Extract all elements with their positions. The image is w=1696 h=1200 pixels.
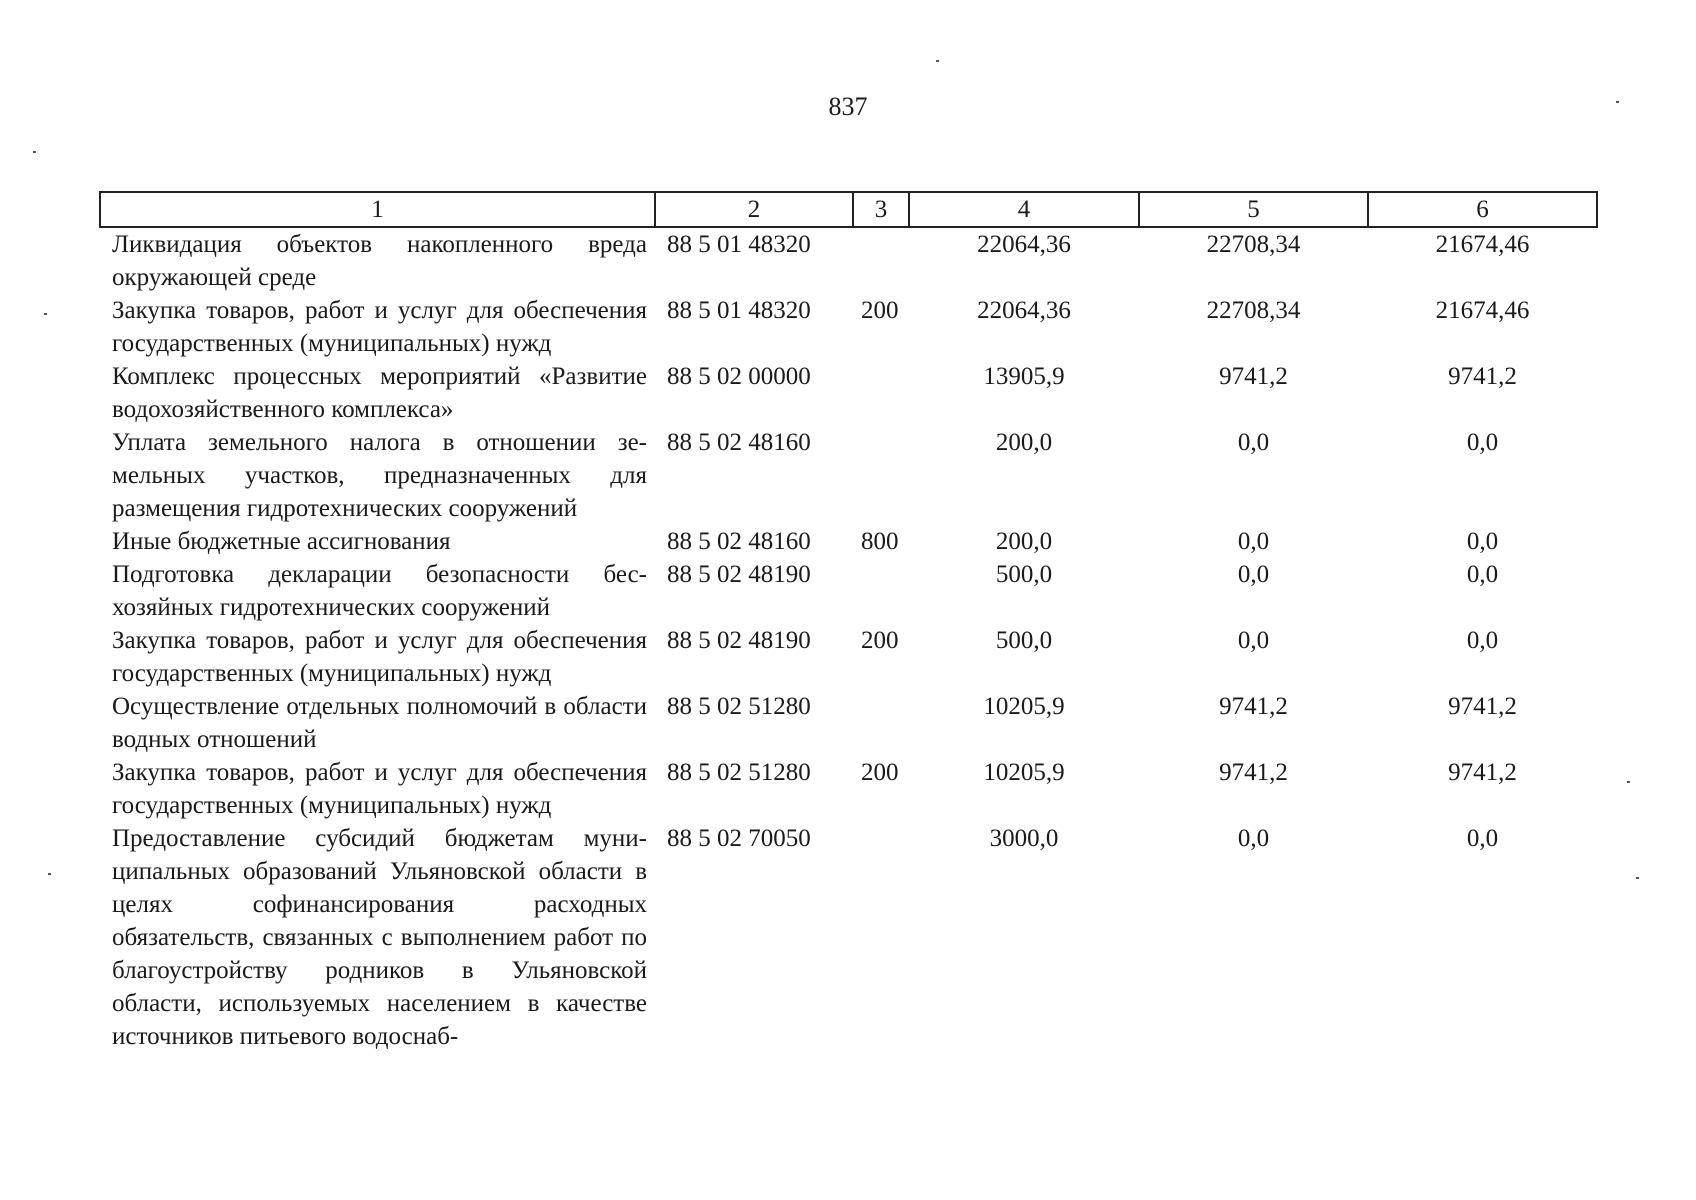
row-value-6: 9741,2 [1448, 363, 1517, 390]
row-name: Ликвидация объектов накопленного вреда окружающей среде [112, 231, 647, 291]
row-name: Уплата земельного налога в отношении земельных участков, предназначенных для размещения гидротехнических сооружений [112, 429, 647, 522]
scan-speck [1627, 781, 1630, 783]
row-name: Предоставление субсидий бюджетам муниципальных образований Ульяновской области в целях софинансирования расходных обязательств, связанных с выполнением работ по благоустройству родников в Ульяновской области, используемых населением в качестве источников питьевого водоснаб- [112, 825, 647, 1050]
row-value-6: 0,0 [1466, 561, 1499, 588]
row-name: Закупка товаров, работ и услуг для обеспечения государственных (муниципальных) нужд [112, 297, 647, 357]
row-expense-type [853, 822, 909, 1053]
scan-speck [48, 873, 51, 875]
row-value-5: 22708,34 [1206, 231, 1301, 258]
table-row [100, 426, 1597, 525]
row-code: 88 5 01 48320 [667, 231, 811, 258]
row-name: Подготовка декларации безопасности бесхозяйных гидротехнических сооружений [112, 561, 647, 621]
table-body [100, 227, 1597, 1053]
row-value-5: 9741,2 [1219, 759, 1288, 786]
table-row [100, 525, 1597, 558]
header-row [100, 192, 1597, 227]
row-value-4: 200,0 [995, 528, 1053, 555]
row-expense-type: 200 [861, 297, 899, 324]
row-value-4: 10205,9 [983, 693, 1065, 720]
row-value-6: 0,0 [1466, 528, 1499, 555]
row-value-6: 21674,46 [1435, 297, 1530, 324]
row-expense-type: 200 [861, 759, 899, 786]
row-value-6: 0,0 [1466, 627, 1499, 654]
scan-speck [44, 313, 47, 315]
row-value-6: 9741,2 [1448, 693, 1517, 720]
row-value-4: 13905,9 [983, 363, 1065, 390]
row-expense-type [853, 360, 909, 426]
header-col-2: 2 [655, 192, 853, 227]
row-name: Комплекс процессных мероприятий «Развитие водохозяйственного комплекса» [112, 363, 647, 423]
header-col-6: 6 [1368, 192, 1597, 227]
row-value-6: 0,0 [1466, 825, 1499, 852]
row-name: Закупка товаров, работ и услуг для обеспечения государственных (муниципальных) нужд [112, 627, 647, 687]
page-number: 837 [828, 92, 868, 121]
row-code: 88 5 02 51280 [667, 693, 811, 720]
header-col-3: 3 [853, 192, 909, 227]
row-code: 88 5 02 48190 [667, 561, 811, 588]
header-col-4: 4 [909, 192, 1139, 227]
row-expense-type: 200 [861, 627, 899, 654]
scan-speck [1636, 877, 1639, 879]
row-expense-type [853, 690, 909, 756]
row-value-6: 0,0 [1466, 429, 1499, 456]
scan-speck [1616, 101, 1619, 103]
row-code: 88 5 02 70050 [667, 825, 811, 852]
row-value-4: 200,0 [995, 429, 1053, 456]
row-value-5: 0,0 [1237, 561, 1270, 588]
table-row [100, 227, 1597, 294]
row-value-4: 3000,0 [989, 825, 1059, 852]
scan-speck [936, 60, 939, 62]
table-row [100, 624, 1597, 690]
row-code: 88 5 02 51280 [667, 759, 811, 786]
table-row [100, 822, 1597, 1053]
row-name: Иные бюджетные ассигнования [112, 528, 451, 555]
table-row [100, 756, 1597, 822]
row-value-4: 22064,36 [977, 231, 1071, 258]
row-expense-type [853, 426, 909, 525]
row-value-4: 500,0 [995, 561, 1053, 588]
table-row [100, 558, 1597, 624]
table-row [100, 690, 1597, 756]
row-value-5: 0,0 [1237, 429, 1270, 456]
row-code: 88 5 02 48160 [667, 429, 811, 456]
row-value-5: 9741,2 [1219, 693, 1288, 720]
row-value-5: 0,0 [1237, 825, 1270, 852]
row-value-6: 9741,2 [1448, 759, 1517, 786]
row-code: 88 5 01 48320 [667, 297, 811, 324]
row-value-5: 22708,34 [1206, 297, 1301, 324]
row-value-4: 10205,9 [983, 759, 1065, 786]
row-expense-type: 800 [861, 528, 899, 555]
table-row [100, 294, 1597, 360]
scan-speck [33, 151, 36, 153]
row-code: 88 5 02 48160 [667, 528, 811, 555]
row-code: 88 5 02 48190 [667, 627, 811, 654]
row-expense-type [853, 558, 909, 624]
row-value-5: 0,0 [1237, 528, 1270, 555]
row-name: Закупка товаров, работ и услуг для обеспечения государственных (муниципальных) нужд [112, 759, 647, 819]
header-col-5: 5 [1139, 192, 1368, 227]
table-row [100, 360, 1597, 426]
row-expense-type [853, 227, 909, 294]
row-value-5: 0,0 [1237, 627, 1270, 654]
row-value-5: 9741,2 [1219, 363, 1288, 390]
row-value-4: 22064,36 [977, 297, 1071, 324]
table-header [100, 192, 1597, 227]
budget-table [99, 191, 1598, 1053]
row-name: Осуществление отдельных полномочий в области водных отношений [112, 693, 647, 753]
row-value-4: 500,0 [995, 627, 1053, 654]
row-value-6: 21674,46 [1435, 231, 1530, 258]
header-col-1: 1 [100, 192, 655, 227]
row-code: 88 5 02 00000 [667, 363, 811, 390]
